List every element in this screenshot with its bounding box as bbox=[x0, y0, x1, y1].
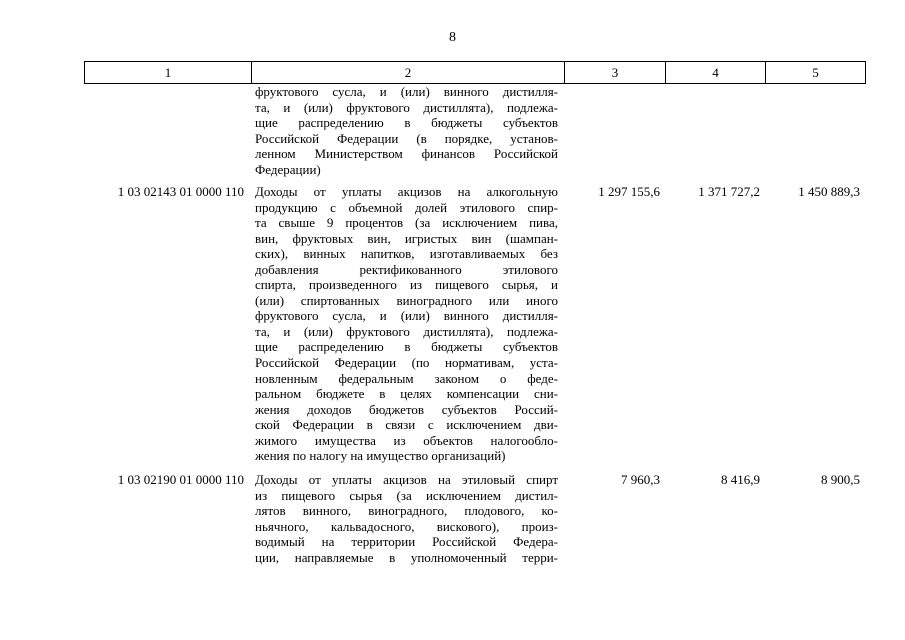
description-line: фруктового сусла, и (или) винного дистилля- bbox=[255, 308, 558, 324]
budget-classification-code: 1 03 02143 01 0000 110 bbox=[117, 184, 244, 199]
amount-col-5: 8 900,5 bbox=[821, 472, 860, 487]
description-line: ции, направляемые в уполномоченный терри- bbox=[255, 549, 558, 565]
amount-col-5: 1 450 889,3 bbox=[798, 184, 860, 199]
description-line: Федерации) bbox=[255, 161, 321, 177]
description-line: новленным федеральным законом о феде- bbox=[255, 370, 558, 386]
header-cell-col-4: 4 bbox=[666, 62, 766, 83]
amount-col-4: 1 371 727,2 bbox=[698, 184, 760, 199]
header-cell-col-3: 3 bbox=[565, 62, 666, 83]
description-line: та, и (или) фруктового дистиллята), подлежа- bbox=[255, 99, 558, 115]
description-line: Доходы от уплаты акцизов на алкогольную bbox=[255, 184, 558, 199]
description-line: жения доходов бюджетов субъектов Россий- bbox=[255, 401, 558, 417]
description-line: щие распределению в бюджеты субъектов bbox=[255, 115, 558, 131]
description-line: щие распределению в бюджеты субъектов bbox=[255, 339, 558, 355]
description-line: ленном Министерством финансов Российской bbox=[255, 146, 558, 162]
description-line: жимого имущества из объектов налогообло- bbox=[255, 432, 558, 448]
page-number: 8 bbox=[449, 30, 456, 45]
description-line: та, и (или) фруктового дистиллята), подлежа- bbox=[255, 323, 558, 339]
description-line: спирта, произведенного из пищевого сырья, и bbox=[255, 277, 558, 293]
description-line: лятов винного, виноградного, плодового, ко- bbox=[255, 503, 558, 519]
amount-col-3: 7 960,3 bbox=[621, 472, 660, 487]
header-cell-col-5: 5 bbox=[812, 65, 819, 80]
description-line: из пищевого сырья (за исключением дистил- bbox=[255, 487, 558, 503]
header-cell-col-2: 2 bbox=[252, 62, 565, 83]
description-line: та свыше 9 процентов (за исключением пива, bbox=[255, 215, 558, 231]
table-header bbox=[84, 61, 866, 84]
description-line: ских), винных напитков, изготавливаемых без bbox=[255, 246, 558, 262]
fragment-description bbox=[255, 84, 558, 177]
description-line: водимый на территории Российской Федера- bbox=[255, 534, 558, 550]
row-description bbox=[255, 184, 558, 464]
description-line: Российской Федерации (по нормативам, уста- bbox=[255, 355, 558, 371]
description-line: Российской Федерации (в порядке, установ- bbox=[255, 130, 558, 146]
description-line: (или) спиртованных виноградного или иного bbox=[255, 292, 558, 308]
budget-classification-code: 1 03 02190 01 0000 110 bbox=[117, 472, 244, 487]
description-line: ральном бюджете в целях компенсации сни- bbox=[255, 386, 558, 402]
description-line: фруктового сусла, и (или) винного дистилля- bbox=[255, 84, 558, 99]
header-cell-col-1: 1 bbox=[85, 62, 252, 83]
description-line: вин, фруктовых вин, игристых вин (шампан- bbox=[255, 230, 558, 246]
description-line: ской Федерации в связи с исключением дви- bbox=[255, 417, 558, 433]
description-line: продукцию с объемной долей этилового спир- bbox=[255, 199, 558, 215]
description-line: ньячного, кальвадосного, вискового), произ- bbox=[255, 518, 558, 534]
amount-col-3: 1 297 155,6 bbox=[598, 184, 660, 199]
description-line: добавления ректификованного этилового bbox=[255, 261, 558, 277]
description-line: Доходы от уплаты акцизов на этиловый спирт bbox=[255, 472, 558, 487]
row-description bbox=[255, 472, 558, 565]
description-line: жения по налогу на имущество организаций) bbox=[255, 448, 506, 464]
amount-col-4: 8 416,9 bbox=[721, 472, 760, 487]
